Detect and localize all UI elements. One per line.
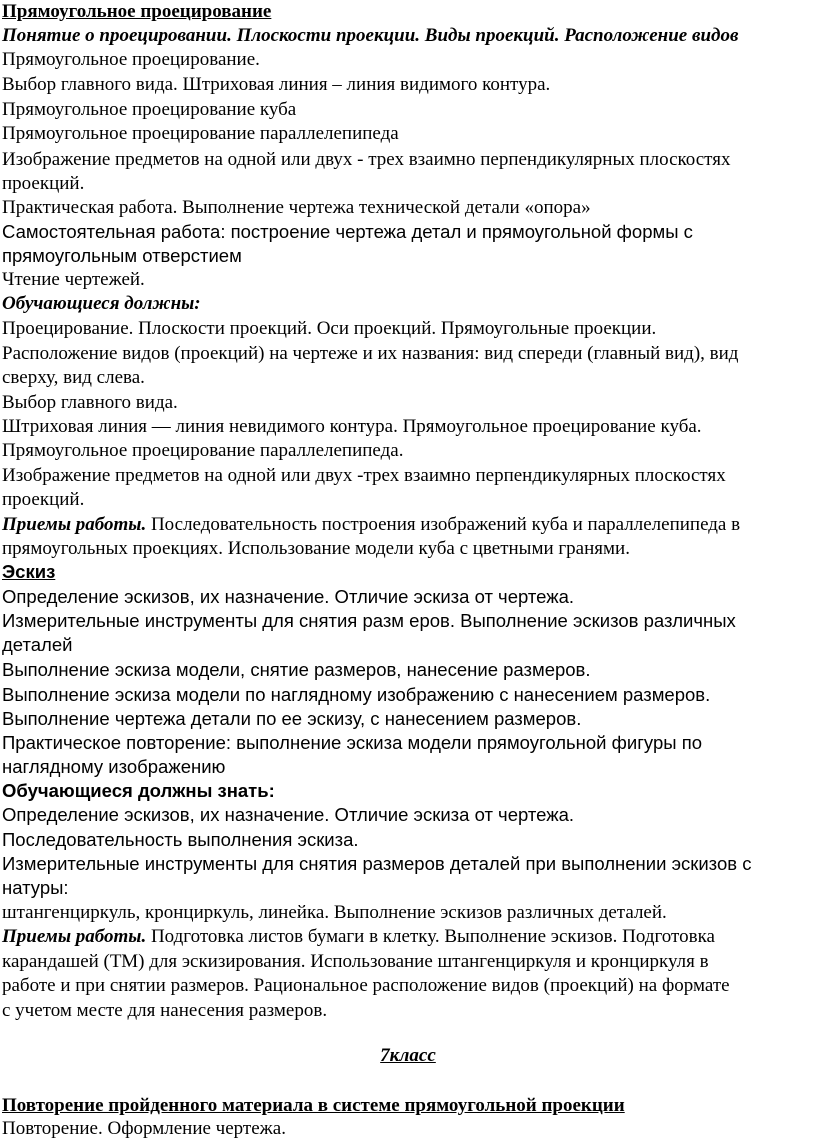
section-heading: Повторение пройденного материала в системе прямоугольной проекции [2,1095,625,1116]
grade-heading: 7класс [380,1045,436,1066]
text-line: Практическая работа. Выполнение чертежа технической детали «опора» [2,197,591,218]
subtopic-line: Понятие о проецировании. Плоскости проекции. Виды проекций. Расположение видов [2,25,739,46]
text-line: Выполнение эскиза модели, снятие размеров, нанесение размеров. [2,659,591,680]
text-line: Последовательность выполнения эскиза. [2,829,359,850]
text-line: Расположение видов (проекций) на чертеже и их названия: вид спереди (главный вид), вид [2,343,739,364]
text-line [2,513,740,537]
text-line: Повторение. Оформление чертежа. [2,1118,286,1139]
methods-label: Приемы работы. [2,514,147,535]
text-line: Изображение предметов на одной или двух - трех взаимно перпендикулярных плоскостях [2,149,731,170]
section-heading: Прямоугольное проецирование [2,1,272,22]
text-line: проекций. [2,173,85,194]
text-line: деталей [2,634,73,655]
text-line: Прямоугольное проецирование куба [2,99,297,120]
text-line [2,925,715,949]
text-line: Чтение чертежей. [2,269,145,290]
text-line: Проецирование. Плоскости проекций. Оси проекций. Прямоугольные проекции. [2,318,657,339]
text-line: Определение эскизов, их назначение. Отличие эскиза от чертежа. [2,804,575,825]
text-line: Выбор главного вида. [2,392,178,413]
text-line: Выполнение чертежа детали по ее эскизу, с нанесением размеров. [2,708,582,729]
text-line: Измерительные инструменты для снятия разм еров. Выполнение эскизов различных [2,610,736,631]
text-fragment: Последовательность построения изображений куба и параллелепипеда в [146,514,741,535]
subheading-line: Обучающиеся должны: [2,293,201,314]
text-line: Выбор главного вида. Штриховая линия – линия видимого контура. [2,74,551,95]
text-line: Практическое повторение: выполнение эскиза модели прямоугольной фигуры по [2,732,703,753]
text-line: проекций. [2,489,85,510]
text-line: Изображение предметов на одной или двух -трех взаимно перпендикулярных плоскостях [2,465,726,486]
text-line: наглядному изображению [2,756,226,777]
text-line: Прямоугольное проецирование. [2,49,260,70]
subheading-line: Обучающиеся должны знать: [2,780,275,801]
text-line: натуры: [2,877,69,898]
text-line: работе и при снятии размеров. Рациональное расположение видов (проекций) на формате [2,975,730,996]
text-line: прямоугольных проекциях. Использование модели куба с цветными гранями. [2,538,630,559]
text-line: карандашей (ТМ) для эскизирования. Использование штангенциркуля и кронциркуля в [2,951,709,972]
text-line: Измерительные инструменты для снятия размеров деталей при выполнении эскизов с [2,853,752,874]
text-line: прямоугольным отверстием [2,245,242,266]
text-line: сверху, вид слева. [2,367,145,388]
text-line: Штриховая линия — линия невидимого контура. Прямоугольное проецирование куба. [2,416,702,437]
methods-label: Приемы работы. [2,926,147,947]
text-line: Прямоугольное проецирование параллелепипеда. [2,440,404,461]
text-line: Самостоятельная работа: построение чертежа детал и прямоугольной формы с [2,221,693,242]
section-heading: Эскиз [2,561,56,582]
text-line: с учетом месте для нанесения размеров. [2,1000,328,1021]
text-fragment: Подготовка листов бумаги в клетку. Выполнение эскизов. Подготовка [146,926,715,947]
text-line: Прямоугольное проецирование параллелепипеда [2,123,399,144]
text-line: Выполнение эскиза модели по наглядному изображению с нанесением размеров. [2,684,711,705]
text-line: штангенциркуль, кронциркуль, линейка. Выполнение эскизов различных деталей. [2,902,667,923]
text-line: Определение эскизов, их назначение. Отличие эскиза от чертежа. [2,586,575,607]
